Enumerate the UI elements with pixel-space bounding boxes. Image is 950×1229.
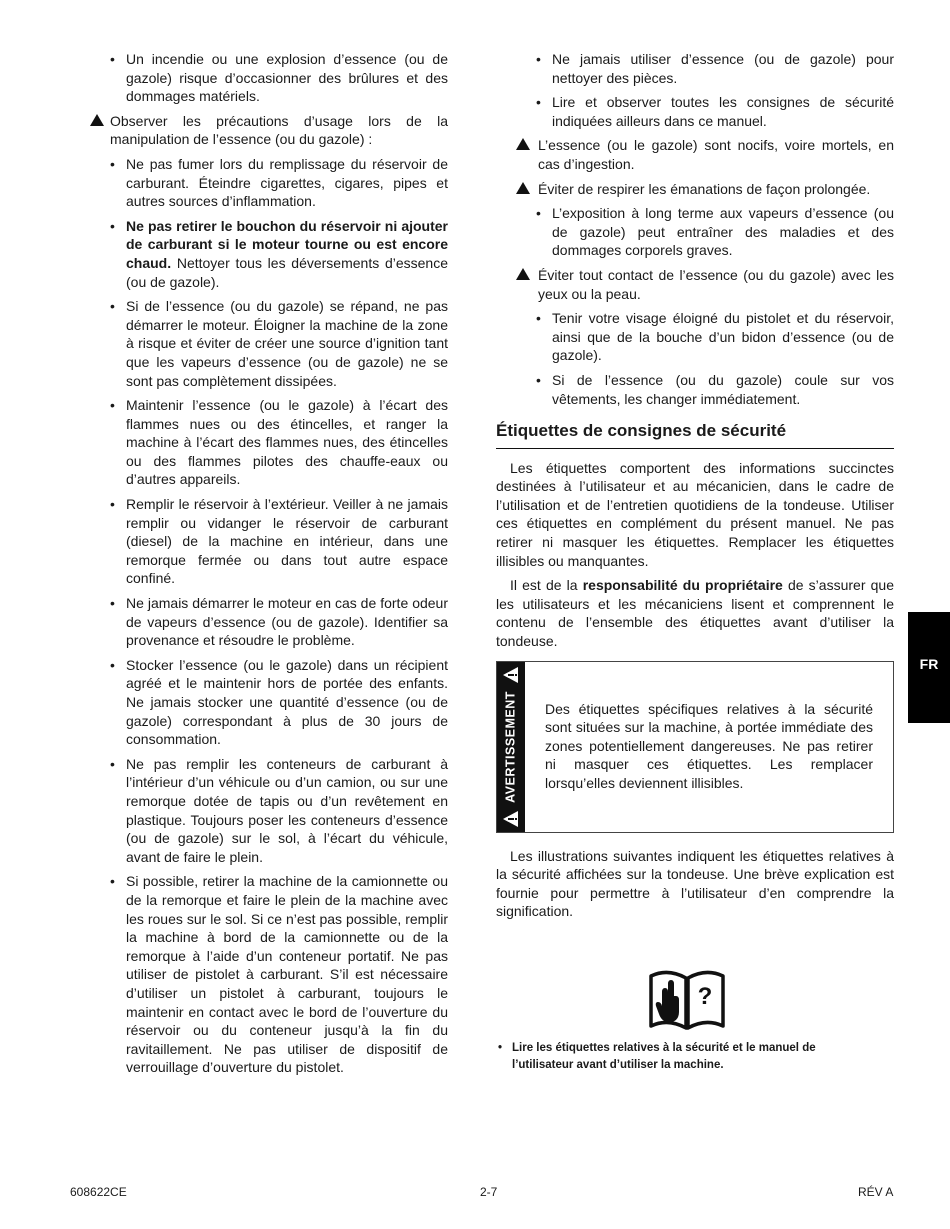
footer-page-number: 2-7: [480, 1185, 498, 1199]
warning-triangle-icon: [516, 138, 530, 150]
svg-text:?: ?: [697, 983, 713, 1010]
vapors-bullets: [496, 204, 894, 260]
list-item-text: Remplir le réservoir à l’extérieur. Veiller à ne jamais remplir ou vidanger le réservoir de carburant (diesel) de la machine en intérieur, dans une remorque fermée ou dans tout autre espace confiné.: [126, 496, 448, 587]
warning-contact: [496, 266, 894, 303]
list-item: [88, 155, 448, 211]
list-item-text: Tenir votre visage éloigné du pistolet et du réservoir, ainsi que de la bouche d’un bidon d’essence (ou de gazole).: [552, 310, 894, 364]
footer-revision: RÉV A: [858, 1185, 894, 1199]
list-item-text: Ne pas remplir les conteneurs de carburant à l’intérieur d’un véhicule ou d’un camion, ou sur une remorque dotée de tapis ou d’un revêtement en plastique. Toujours poser les conteneurs d’essence (ou de gazole) sur le sol, à l’écart du véhicule, avant de faire le plein.: [126, 755, 448, 865]
warning-sidebar: [497, 662, 525, 832]
footer-doc-number: 608622CE: [70, 1185, 127, 1199]
warning-triangle-icon: [516, 268, 530, 280]
manual-read-icon: [648, 968, 728, 1032]
warning-label: AVERTISSEMENT: [503, 690, 518, 803]
warning-triangle-icon: [502, 810, 520, 828]
list-item: [496, 50, 894, 87]
caption-text: Lire les étiquettes relatives à la sécurité et le manuel de l’utilisateur avant d’utiliser la machine.: [512, 1042, 816, 1071]
list-item: [496, 93, 894, 130]
contact-bullets: [496, 309, 894, 408]
owner-paragraph-a: Il est de la: [510, 577, 583, 594]
book-icon-caption: [498, 1040, 828, 1073]
intro-list: [88, 50, 448, 106]
warning-triangle-icon: [90, 114, 104, 126]
caption-bullet: •: [498, 1042, 503, 1054]
list-item: [496, 204, 894, 260]
list-item-bold: Ne pas retirer le bouchon du réservoir ni ajouter de carburant si le moteur tourne ou est encore chaud.: [126, 217, 448, 271]
warning-vapors-text: Éviter de respirer les émanations de façon prolongée.: [538, 180, 871, 197]
list-item: [88, 594, 448, 650]
owner-paragraph-b: de s’assurer que les utilisateurs et les mécaniciens lisent et comprennent le contenu de l’ensemble des étiquettes avant d’utiliser la tondeuse.: [496, 577, 894, 650]
list-item-text: Si possible, retirer la machine de la camionnette ou de la remorque et faire le plein de la machine avec les roues sur le sol. Si ce n’est pas possible, remplir la machine à bord de la camionnette ou de la remorque à l’aide d’un conteneur portatif. Ne pas utiliser de pistolet à carburant. S’il est nécessaire d’utiliser un pistolet à carburant, toujours le maintenir en contact avec le bord de l’ouverture du réservoir ou du conteneur jusqu’à la fin du ravitaillement. Ne pas utiliser de dispositif de verrouillage d’ouverture du pistolet.: [126, 873, 448, 1076]
list-item: [496, 309, 894, 365]
left-column: [88, 50, 448, 1083]
list-item-text: Ne jamais démarrer le moteur en cas de forte odeur de vapeurs d’essence (ou de gazole). Identifier sa provenance et résoudre le problème.: [126, 595, 448, 649]
warning-triangle-icon: [516, 182, 530, 194]
fuel-handling-list: [88, 155, 448, 1077]
owner-paragraph: [496, 576, 894, 650]
list-item-text: Lire et observer toutes les consignes de sécurité indiquées ailleurs dans ce manuel.: [552, 94, 894, 129]
labels-paragraph: Les étiquettes comportent des informations succinctes destinées à l’utilisateur et au mécanicien, dans le cadre de l’utilisation et de l’entretien quotidiens de la tondeuse. Utiliser ces étiquettes en complément du présent manuel. Ne pas retirer ni masquer les étiquettes. Remplacer les étiquettes illisibles ou manquantes.: [496, 459, 894, 569]
language-tab: [908, 612, 950, 723]
section-title: Étiquettes de consignes de sécurité: [496, 422, 894, 449]
illustrations-paragraph: Les illustrations suivantes indiquent les étiquettes relatives à la sécurité affichées sur la tondeuse. Une brève explication est fournie pour permettre à l’utilisateur d’en comprendre la signification.: [496, 847, 894, 920]
warning-toxic-text: L’essence (ou le gazole) sont nocifs, voire mortels, en cas d’ingestion.: [538, 137, 894, 172]
list-item-text: L’exposition à long terme aux vapeurs d’essence (ou de gazole) peut entraîner des maladies et des dommages corporels graves.: [552, 205, 894, 259]
list-item: [88, 396, 448, 489]
warning-vapors: [496, 180, 894, 199]
caution-heading: [88, 112, 448, 149]
language-tab-label: FR: [919, 656, 939, 672]
list-item: [88, 755, 448, 867]
list-item: [496, 371, 894, 408]
list-item: [88, 297, 448, 390]
warning-toxic: [496, 136, 894, 173]
list-item: [88, 872, 448, 1077]
list-item-text: Ne jamais utiliser d’essence (ou de gazole) pour nettoyer des pièces.: [552, 51, 894, 86]
list-item: [88, 656, 448, 749]
list-item: [88, 50, 448, 106]
list-item-text: Si de l’essence (ou du gazole) se répand, ne pas démarrer le moteur. Éloigner la machine de la zone à risque et éviter de créer une source d’ignition tant que les vapeurs d’essence (ou de gazole) ne se sont pas complètement dissipées.: [126, 298, 448, 389]
owner-responsibility-bold: responsabilité du propriétaire: [582, 577, 783, 594]
caution-heading-text: Observer les précautions d’usage lors de la manipulation de l’essence (ou du gazole) :: [110, 112, 448, 148]
top-bullets: [496, 50, 894, 130]
list-item-text: Maintenir l’essence (ou le gazole) à l’écart des flammes nues ou des étincelles, et ranger la machine à l’écart des flammes nues, des étincelles ou des flammes pilotes des chauffe-eaux ou d’autres appareils.: [126, 397, 448, 488]
list-item-text: Si de l’essence (ou du gazole) coule sur vos vêtements, les changer immédiatement.: [552, 371, 894, 407]
list-item-text: Stocker l’essence (ou le gazole) dans un récipient agréé et le maintenir hors de portée des enfants. Ne jamais stocker une quantité d’essence (ou de gazole) correspondant à plus de 30 jours de consommation.: [126, 656, 448, 748]
list-item: [88, 495, 448, 588]
warning-contact-text: Éviter tout contact de l’essence (ou du gazole) avec les yeux ou la peau.: [538, 266, 894, 302]
warning-box: [496, 661, 894, 833]
warning-box-text: Des étiquettes spécifiques relatives à la sécurité sont situées sur la machine, à portée immédiate des zones potentiellement dangereuses. Ne pas retirer ni masquer ces étiquettes. Les remplacer lorsqu’elles deviennent illisibles.: [545, 700, 873, 791]
warning-triangle-icon: [502, 666, 520, 684]
intro-bullet-text: Un incendie ou une explosion d’essence (ou de gazole) risque d’occasionner des brûlures et des dommages matériels.: [126, 51, 448, 105]
list-item-text: Nettoyer tous les déversements d’essence (ou de gazole).: [126, 254, 448, 290]
right-column: [496, 50, 894, 927]
list-item-text: Ne pas fumer lors du remplissage du réservoir de carburant. Éteindre cigarettes, cigares, pipes et autres sources d’inflammation.: [126, 155, 448, 210]
list-item: [88, 217, 448, 291]
